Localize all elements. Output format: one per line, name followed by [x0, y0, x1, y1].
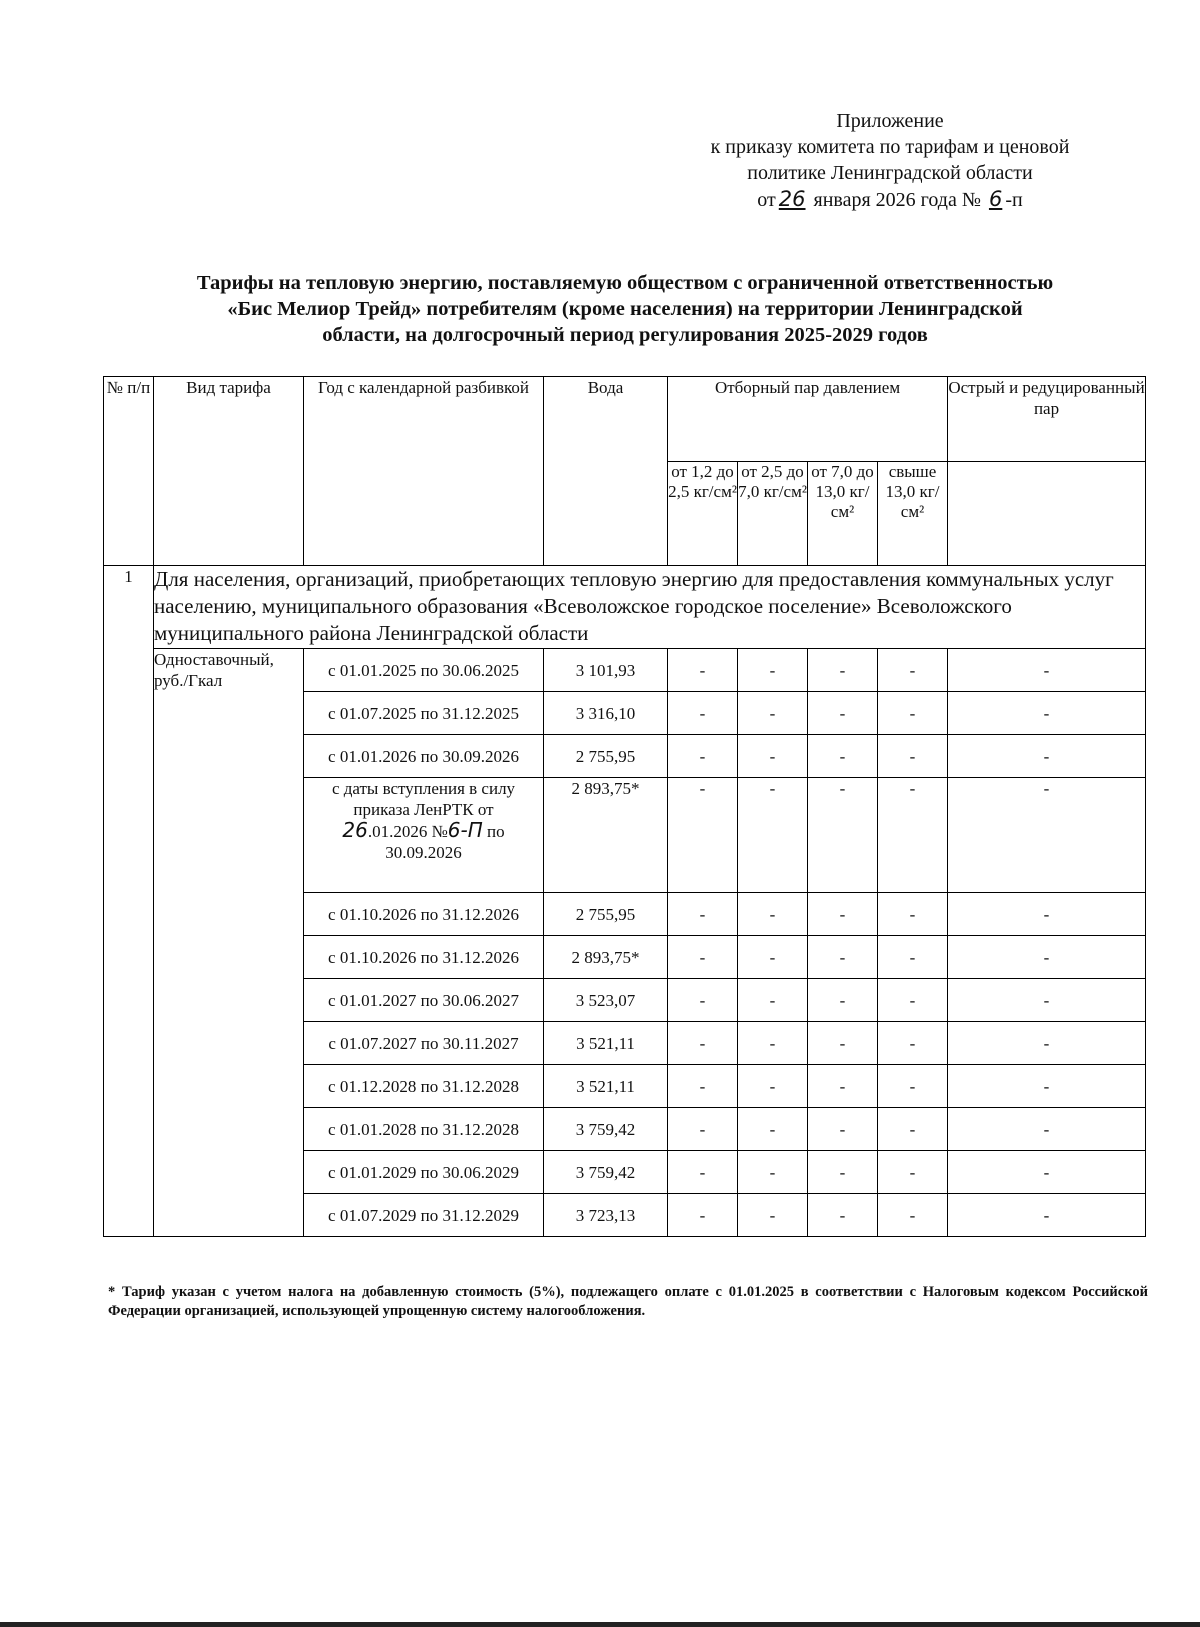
dash-cell: - [878, 979, 948, 1022]
dash-cell: - [808, 692, 878, 735]
row-water: 3 759,42 [544, 1108, 668, 1151]
dash-cell: - [738, 893, 808, 936]
dash-cell: - [878, 936, 948, 979]
appendix-line-4 [640, 186, 1140, 213]
dash-cell: - [878, 649, 948, 692]
row-water: 3 521,11 [544, 1065, 668, 1108]
dash-cell: - [878, 735, 948, 778]
dash-cell: - [808, 1022, 878, 1065]
dash-cell: - [808, 1151, 878, 1194]
row-water: 3 101,93 [544, 649, 668, 692]
row-water: 2 755,95 [544, 893, 668, 936]
dash-cell: - [808, 979, 878, 1022]
appendix-line-2: к приказу комитета по тарифам и ценовой [710, 136, 1070, 158]
dash-cell: - [878, 1065, 948, 1108]
header-sharp-steam: Острый и редуцированный пар [948, 377, 1146, 462]
row-period: с 01.07.2029 по 31.12.2029 [304, 1194, 544, 1237]
dash-cell: - [808, 893, 878, 936]
handwritten-day-2: 26 [342, 818, 368, 842]
dash-cell: - [668, 1194, 738, 1237]
dash-cell: - [668, 1151, 738, 1194]
dash-cell: - [738, 1108, 808, 1151]
handwritten-order-number-2: 6-П [447, 818, 483, 842]
dash-cell: - [878, 1151, 948, 1194]
table-row [104, 649, 1146, 692]
dash-cell: - [808, 1108, 878, 1151]
row-water: 3 316,10 [544, 692, 668, 735]
dash-cell: - [878, 778, 948, 893]
dash-cell: - [808, 1065, 878, 1108]
dash-cell: - [668, 649, 738, 692]
dash-cell: - [808, 735, 878, 778]
dash-cell: - [948, 893, 1146, 936]
dash-cell: - [738, 979, 808, 1022]
row-period: с 01.01.2027 по 30.06.2027 [304, 979, 544, 1022]
dash-cell: - [808, 778, 878, 893]
dash-cell: - [948, 936, 1146, 979]
dash-cell: - [808, 649, 878, 692]
dash-cell: - [878, 893, 948, 936]
row-period: с 01.07.2025 по 31.12.2025 [304, 692, 544, 735]
special-period-line-1: с даты вступления в силу [331, 779, 516, 798]
special-period-po: по [487, 822, 505, 841]
dash-cell: - [878, 692, 948, 735]
dash-cell: - [738, 1151, 808, 1194]
dash-cell: - [668, 692, 738, 735]
special-period-date: .01.2026 № [367, 822, 448, 841]
header-steam: Отборный пар давлением [668, 377, 948, 462]
dash-cell: - [808, 936, 878, 979]
header-steam-3: от 7,0 до 13,0 кг/см² [808, 462, 878, 566]
special-period [304, 778, 544, 893]
header-water: Вода [544, 377, 668, 566]
appendix-line-1: Приложение [836, 110, 944, 132]
row-period: с 01.01.2025 по 30.06.2025 [304, 649, 544, 692]
dash-cell: - [738, 1022, 808, 1065]
dash-cell: - [948, 692, 1146, 735]
dash-cell: - [948, 1022, 1146, 1065]
dash-cell: - [668, 778, 738, 893]
handwritten-day: 26 [778, 187, 806, 211]
title-line-1: Тарифы на тепловую энергию, поставляемую обществом с ограниченной ответственностью [196, 272, 1054, 294]
header-period: Год с календарной разбивкой [304, 377, 544, 566]
row-period: с 01.01.2029 по 30.06.2029 [304, 1151, 544, 1194]
row-water: 3 521,11 [544, 1022, 668, 1065]
row-water: 2 893,75* [544, 936, 668, 979]
special-period-line-4: 30.09.2026 [385, 843, 462, 862]
handwritten-order-number: 6 [988, 187, 1003, 211]
row-period: с 01.01.2026 по 30.09.2026 [304, 735, 544, 778]
dash-cell: - [668, 1022, 738, 1065]
row-water: 3 723,13 [544, 1194, 668, 1237]
dash-cell: - [948, 1194, 1146, 1237]
dash-cell: - [738, 649, 808, 692]
scan-edge-line [0, 1622, 1200, 1627]
header-kind: Вид тарифа [154, 377, 304, 566]
header-sharp-empty [948, 462, 1146, 566]
special-period-line-2: приказа ЛенРТК от [353, 800, 494, 819]
dash-cell: - [668, 936, 738, 979]
dash-cell: - [668, 1065, 738, 1108]
group-number: 1 [104, 566, 154, 1237]
dash-cell: - [878, 1194, 948, 1237]
header-steam-4: свыше 13,0 кг/см² [878, 462, 948, 566]
dash-cell: - [738, 1065, 808, 1108]
dash-cell: - [668, 979, 738, 1022]
dash-cell: - [948, 979, 1146, 1022]
title-line-3: области, на долгосрочный период регулирования 2025-2029 годов [322, 324, 928, 346]
row-water: 3 523,07 [544, 979, 668, 1022]
title-line-2: «Бис Мелиор Трейд» потребителям (кроме населения) на территории Ленинградской [227, 298, 1023, 320]
appendix-number-suffix: -п [1005, 189, 1023, 211]
appendix-date-prefix: от [757, 189, 776, 211]
dash-cell: - [948, 735, 1146, 778]
special-period-line-3 [304, 820, 543, 842]
dash-cell: - [738, 1194, 808, 1237]
dash-cell: - [668, 893, 738, 936]
dash-cell: - [738, 692, 808, 735]
dash-cell: - [738, 936, 808, 979]
tariff-table [103, 376, 1146, 1237]
header-steam-1: от 1,2 до 2,5 кг/см² [668, 462, 738, 566]
tariff-kind: Одноставочный, руб./Гкал [154, 649, 304, 1237]
appendix-date-middle: января 2026 года № [813, 189, 981, 211]
dash-cell: - [738, 735, 808, 778]
appendix-line-3: политике Ленинградской области [747, 162, 1033, 184]
row-period: с 01.01.2028 по 31.12.2028 [304, 1108, 544, 1151]
group-description: Для населения, организаций, приобретающих тепловую энергию для предоставления коммунальных услуг населению, муниципального образования «Всеволожское городское поселение» Всеволожского муниципального района Ленинградской области [154, 566, 1146, 649]
footnote: * Тариф указан с учетом налога на добавленную стоимость (5%), подлежащего оплате с 01.01.2025 в соответствии с Налоговым кодексом Российской Федерации организацией, использующей упрощенную систему налогообложения. [108, 1284, 1148, 1319]
dash-cell: - [948, 778, 1146, 893]
appendix-block [640, 108, 1140, 213]
dash-cell: - [878, 1022, 948, 1065]
header-steam-2: от 2,5 до 7,0 кг/см² [738, 462, 808, 566]
row-period: с 01.07.2027 по 30.11.2027 [304, 1022, 544, 1065]
dash-cell: - [808, 1194, 878, 1237]
dash-cell: - [948, 1108, 1146, 1151]
dash-cell: - [948, 1151, 1146, 1194]
dash-cell: - [668, 735, 738, 778]
row-period: с 01.10.2026 по 31.12.2026 [304, 893, 544, 936]
dash-cell: - [948, 1065, 1146, 1108]
dash-cell: - [738, 778, 808, 893]
row-period: с 01.10.2026 по 31.12.2026 [304, 936, 544, 979]
header-num: № п/п [104, 377, 154, 566]
dash-cell: - [878, 1108, 948, 1151]
document-title [100, 270, 1150, 348]
dash-cell: - [948, 649, 1146, 692]
dash-cell: - [668, 1108, 738, 1151]
row-water: 2 755,95 [544, 735, 668, 778]
row-water: 3 759,42 [544, 1151, 668, 1194]
row-period: с 01.12.2028 по 31.12.2028 [304, 1065, 544, 1108]
row-water: 2 893,75* [544, 778, 668, 893]
